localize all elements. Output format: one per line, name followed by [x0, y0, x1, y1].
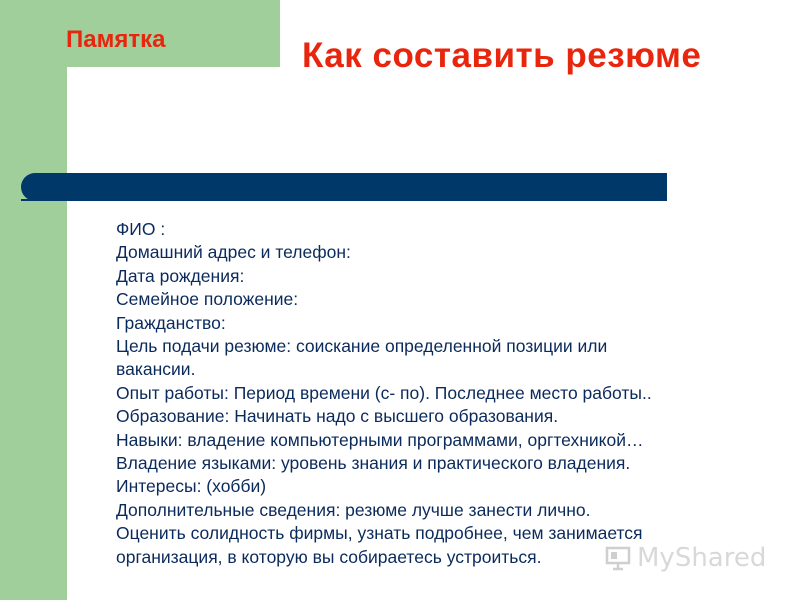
list-item: Гражданство: [116, 312, 226, 333]
list-item: вакансии. [116, 359, 196, 380]
list-item: ФИО : [116, 219, 166, 239]
divider-bar-notch [21, 199, 54, 201]
list-item: Дополнительные сведения: резюме лучше занести лично. [116, 499, 591, 520]
list-item: Домашний адрес и телефон: [116, 242, 351, 263]
list-item: Семейное положение: [116, 289, 299, 310]
rounded-corner-decoration [67, 67, 280, 187]
list-item: Образование: Начинать надо с высшего образования. [116, 406, 559, 427]
memo-label: Памятка [66, 26, 166, 53]
slide-title: Как составить резюме [302, 36, 702, 75]
list-item: Навыки: владение компьютерными программами, оргтехникой… [116, 429, 644, 450]
presentation-icon [605, 545, 631, 571]
resume-items-list [116, 218, 766, 569]
watermark-text: MyShared [637, 543, 767, 573]
divider-bar [21, 173, 667, 201]
list-item: Владение языками: уровень знания и практического владения. [116, 453, 631, 474]
watermark [605, 541, 766, 575]
list-item: организация, в которую вы собираетесь устроиться. [116, 546, 542, 567]
list-item: Оценить солидность фирмы, узнать подробнее, чем занимается [116, 523, 643, 544]
list-item: Дата рождения: [116, 265, 245, 286]
list-item: Опыт работы: Период времени (с- по). Последнее место работы.. [116, 382, 652, 403]
green-side-band [0, 0, 67, 600]
list-item: Интересы: (хобби) [116, 476, 267, 497]
list-item: Цель подачи резюме: соискание определенной позиции или [116, 336, 608, 357]
